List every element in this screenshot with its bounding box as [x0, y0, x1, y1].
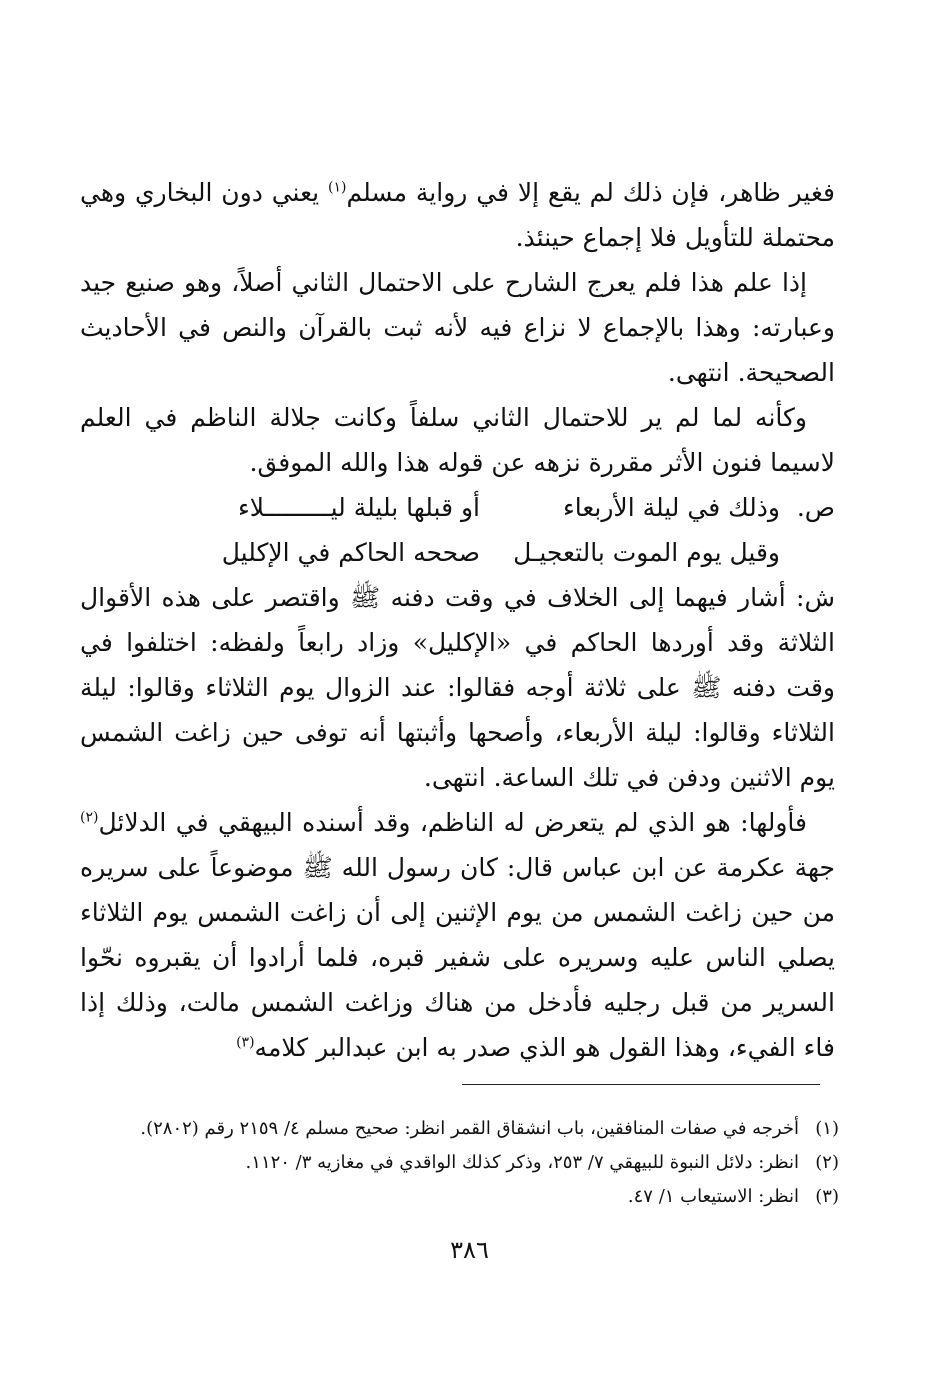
verse-line-1 [80, 485, 835, 530]
commentary-text-continued: جهة عكرمة عن ابن عباس قال: كان رسول الله ﷺ موضوعاً على سريره من حين زاغت الشمس من يوم الإثنين إلى أن زاغت الشمس يوم الثلاثاء يصلي الناس عليه وسريره على شفير قبره، فلما أرادوا أن يقبروه نحّوا السرير من قبل رجليه فأدخل من هناك وزاغت الشمس مالت، وذلك إذا فاء الفيء، وهذا القول هو الذي صدر به ابن عبدالبر كلامه [80, 853, 835, 1062]
verse-hemistich-first: وقيل يوم الموت بالتعجيـل [513, 538, 780, 567]
main-text [80, 170, 835, 1070]
verse-hemistich-second: صححه الحاكم في الإكليل [221, 538, 480, 567]
paragraph-text: فغير ظاهر، فإن ذلك لم يقع إلا في رواية مسلم [346, 178, 835, 207]
commentary-paragraph-2 [80, 800, 835, 1070]
paragraph-text-continued: يعني دون البخاري وهي محتملة للتأويل فلا إجماع حينئذ. [80, 178, 835, 252]
verse-hemistich-second: أو قبلها بليلة ليـــــــــلاء [238, 493, 480, 522]
commentary-paragraph-1 [80, 575, 835, 800]
footnote-1 [80, 1112, 839, 1146]
verse-hemistich-first: وذلك في ليلة الأربعاء [562, 493, 780, 522]
commentary-text: فأولها: هو الذي لم يتعرض له الناظم، وقد أسنده البيهقي في الدلائل [98, 808, 807, 837]
footnote-text: انظر: دلائل النبوة للبيهقي ٧/ ٢٥٣، وذكر كذلك الواقدي في مغازيه ٣/ ١١٢٠. [245, 1152, 799, 1173]
footnote-text: أخرجه في صفات المنافقين، باب انشقاق القمر انظر: صحيح مسلم ٤/ ٢١٥٩ رقم (٢٨٠٢). [140, 1118, 799, 1139]
verse-marker: ص. [796, 493, 835, 522]
verse-line-2 [80, 530, 835, 575]
footnote-ref-3[interactable]: (٣) [236, 1034, 255, 1051]
paragraph-3 [80, 395, 835, 485]
verse-marker-spacer [780, 530, 835, 575]
commentary-text: ش: أشار فيهما إلى الخلاف في وقت دفنه ﷺ واقتصر على هذه الأقوال الثلاثة وقد أوردها الحاكم في «الإكليل» وزاد رابعاً ولفظه: اختلفوا في وقت دفنه ﷺ على ثلاثة أوجه فقالوا: عند الزوال يوم الثلاثاء وقالوا: ليلة الثلاثاء وقالوا: ليلة الأربعاء، وأصحها وأثبتها أنه توفى حين زاغت الشمس يوم الاثنين ودفن في تلك الساعة. انتهى. [80, 583, 835, 792]
footnote-number: (٣) [815, 1186, 839, 1207]
paragraph-text: إذا علم هذا فلم يعرج الشارح على الاحتمال الثاني أصلاً، وهو صنيع جيد وعبارته: وهذا بالإجماع لا نزاع فيه لأنه ثبت بالقرآن والنص في الأحاديث الصحيحة. انتهى. [80, 268, 835, 387]
footnote-number: (٢) [815, 1152, 839, 1173]
paragraph-2 [80, 260, 835, 395]
footnote-text: انظر: الاستيعاب ١/ ٤٧. [627, 1186, 799, 1207]
footnotes [80, 1112, 839, 1214]
footnote-divider [462, 1084, 820, 1085]
footnote-ref-1[interactable]: (١) [327, 179, 347, 196]
footnote-ref-2[interactable]: (٢) [80, 809, 99, 826]
footnote-2 [80, 1146, 839, 1180]
footnote-3 [80, 1180, 839, 1214]
page-number: ٣٨٦ [450, 1236, 489, 1264]
paragraph-text: وكأنه لما لم ير للاحتمال الثاني سلفاً وكانت جلالة الناظم في العلم لاسيما فنون الأثر مقررة نزهه عن قوله هذا والله الموفق. [80, 403, 835, 477]
footnote-number: (١) [815, 1118, 839, 1139]
paragraph-1 [80, 170, 835, 260]
